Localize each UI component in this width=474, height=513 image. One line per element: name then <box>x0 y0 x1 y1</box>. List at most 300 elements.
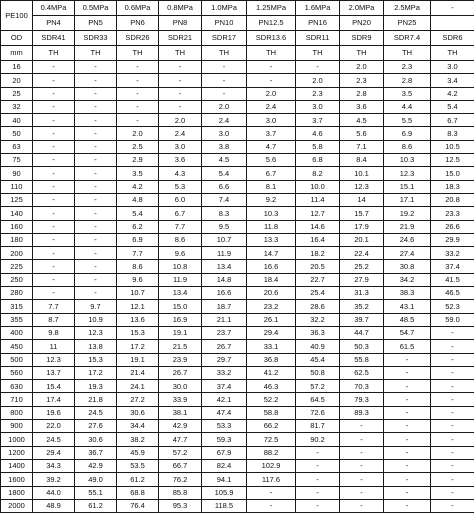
thickness-cell: 39.2 <box>33 473 75 486</box>
pn-header-cell: PN20 <box>340 16 384 31</box>
od-cell: 1200 <box>1 446 33 459</box>
table-row <box>1 499 474 512</box>
thickness-cell: - <box>247 499 296 512</box>
thickness-cell: - <box>384 406 431 419</box>
thickness-cell: 59.0 <box>431 313 474 326</box>
thickness-cell: 17.2 <box>75 366 117 379</box>
thickness-cell: 25.2 <box>340 260 384 273</box>
thickness-cell: 54.7 <box>384 326 431 339</box>
thickness-cell: 24.6 <box>384 233 431 246</box>
od-cell: 710 <box>1 393 33 406</box>
thickness-cell: 68.8 <box>117 486 159 499</box>
thickness-cell: - <box>384 459 431 472</box>
thickness-cell: - <box>33 233 75 246</box>
thickness-cell: - <box>75 74 117 87</box>
od-cell: 1600 <box>1 473 33 486</box>
thickness-cell: 14.8 <box>202 273 247 286</box>
od-cell: 450 <box>1 340 33 353</box>
thickness-cell: 20.1 <box>340 233 384 246</box>
thickness-cell: - <box>431 420 474 433</box>
thickness-cell: - <box>384 380 431 393</box>
thickness-cell: - <box>296 486 340 499</box>
table-row <box>1 247 474 260</box>
table-row <box>1 273 474 286</box>
thickness-cell: - <box>75 100 117 113</box>
thickness-cell: 20.8 <box>431 193 474 206</box>
sdr-header-cell: SDR17 <box>202 31 247 46</box>
thickness-cell: 8.3 <box>431 127 474 140</box>
thickness-cell: 8.6 <box>117 260 159 273</box>
thickness-cell: - <box>384 353 431 366</box>
thickness-cell: 16.6 <box>247 260 296 273</box>
thickness-cell: 10.3 <box>247 207 296 220</box>
thickness-cell: 36.7 <box>75 446 117 459</box>
thickness-cell: - <box>384 499 431 512</box>
thickness-cell: 66.2 <box>247 420 296 433</box>
thickness-cell: 11.8 <box>247 220 296 233</box>
thickness-cell: - <box>117 61 159 74</box>
thickness-cell: 46.5 <box>431 287 474 300</box>
thickness-cell: 53.3 <box>202 420 247 433</box>
thickness-cell: 10.1 <box>340 167 384 180</box>
thickness-cell: 7.7 <box>159 220 202 233</box>
thickness-cell: 34.2 <box>384 273 431 286</box>
thickness-cell: 15.4 <box>33 380 75 393</box>
corner-label-cell: PE100 <box>1 1 33 31</box>
thickness-cell: 15.3 <box>117 326 159 339</box>
thickness-cell: 23.3 <box>431 207 474 220</box>
thickness-cell: 21.4 <box>117 366 159 379</box>
thickness-cell: 14.7 <box>247 247 296 260</box>
thickness-cell: - <box>296 459 340 472</box>
thickness-cell: - <box>75 167 117 180</box>
thickness-cell: 29.7 <box>202 353 247 366</box>
thickness-cell: 30.0 <box>159 380 202 393</box>
header-row-pn <box>1 16 474 31</box>
od-cell: 140 <box>1 207 33 220</box>
thickness-cell: 33.2 <box>431 247 474 260</box>
thickness-cell: - <box>247 74 296 87</box>
thickness-cell: - <box>384 420 431 433</box>
thickness-cell: - <box>33 74 75 87</box>
od-cell: 560 <box>1 366 33 379</box>
od-cell: 500 <box>1 353 33 366</box>
thickness-cell: 46.3 <box>247 380 296 393</box>
th-header-cell: TH <box>340 46 384 61</box>
pn-header-cell: PN8 <box>159 16 202 31</box>
thickness-cell: - <box>202 61 247 74</box>
thickness-cell: 90.2 <box>296 433 340 446</box>
thickness-cell: 7.7 <box>117 247 159 260</box>
table-row <box>1 313 474 326</box>
thickness-cell: 2.9 <box>117 154 159 167</box>
th-header-cell: TH <box>247 46 296 61</box>
table-row <box>1 459 474 472</box>
table-row <box>1 87 474 100</box>
thickness-cell: - <box>296 61 340 74</box>
thickness-cell: - <box>33 154 75 167</box>
table-row <box>1 287 474 300</box>
pn-header-cell: PN16 <box>296 16 340 31</box>
thickness-cell: 12.3 <box>340 180 384 193</box>
thickness-cell: - <box>296 473 340 486</box>
thickness-cell: 6.9 <box>384 127 431 140</box>
od-cell: 900 <box>1 420 33 433</box>
thickness-cell: - <box>159 87 202 100</box>
thickness-cell: 59.3 <box>202 433 247 446</box>
thickness-cell: - <box>431 326 474 339</box>
thickness-cell: - <box>431 393 474 406</box>
thickness-cell: 6.7 <box>431 114 474 127</box>
thickness-cell: 8.1 <box>247 180 296 193</box>
thickness-cell: - <box>33 260 75 273</box>
thickness-cell: 13.4 <box>159 287 202 300</box>
thickness-cell: - <box>117 74 159 87</box>
thickness-cell: 47.7 <box>159 433 202 446</box>
sdr-header-cell: SDR21 <box>159 31 202 46</box>
thickness-cell: - <box>75 273 117 286</box>
thickness-cell: 5.4 <box>431 100 474 113</box>
table-row <box>1 340 474 353</box>
thickness-cell: - <box>431 499 474 512</box>
th-header-cell: TH <box>117 46 159 61</box>
pn-header-cell: PN6 <box>117 16 159 31</box>
od-cell: 1400 <box>1 459 33 472</box>
thickness-cell: 42.9 <box>75 459 117 472</box>
thickness-cell: 76.2 <box>159 473 202 486</box>
thickness-cell: 4.5 <box>340 114 384 127</box>
thickness-cell: 21.8 <box>75 393 117 406</box>
od-cell: 800 <box>1 406 33 419</box>
thickness-cell: 9.2 <box>247 193 296 206</box>
table-row <box>1 420 474 433</box>
table-row <box>1 446 474 459</box>
table-row <box>1 167 474 180</box>
thickness-cell: 61.5 <box>384 340 431 353</box>
thickness-cell: - <box>431 433 474 446</box>
thickness-cell: 81.7 <box>296 420 340 433</box>
th-header-cell: TH <box>384 46 431 61</box>
thickness-cell: - <box>75 180 117 193</box>
thickness-cell: - <box>75 154 117 167</box>
thickness-cell: 8.2 <box>296 167 340 180</box>
thickness-cell: 13.8 <box>75 340 117 353</box>
thickness-cell: - <box>340 473 384 486</box>
thickness-cell: 3.0 <box>431 61 474 74</box>
thickness-cell: 2.3 <box>384 61 431 74</box>
thickness-cell: 9.6 <box>159 247 202 260</box>
thickness-cell: 8.6 <box>159 233 202 246</box>
thickness-cell: 34.3 <box>33 459 75 472</box>
thickness-cell: - <box>159 61 202 74</box>
thickness-cell: 3.8 <box>202 140 247 153</box>
thickness-cell: 12.3 <box>384 167 431 180</box>
thickness-cell: 4.5 <box>202 154 247 167</box>
pn-header-cell: PN5 <box>75 16 117 31</box>
thickness-cell: - <box>75 87 117 100</box>
thickness-cell: 33.2 <box>202 366 247 379</box>
pn-header-cell: PN12.5 <box>247 16 296 31</box>
od-cell: 2000 <box>1 499 33 512</box>
thickness-cell: - <box>340 459 384 472</box>
thickness-cell: 9.6 <box>117 273 159 286</box>
thickness-cell: 57.2 <box>296 380 340 393</box>
table-row <box>1 353 474 366</box>
thickness-cell: 2.0 <box>159 114 202 127</box>
thickness-cell: 3.7 <box>247 127 296 140</box>
thickness-cell: - <box>296 446 340 459</box>
sdr-header-cell: SDR13.6 <box>247 31 296 46</box>
thickness-cell: - <box>384 473 431 486</box>
thickness-cell: 3.6 <box>159 154 202 167</box>
sdr-header-cell: SDR33 <box>75 31 117 46</box>
thickness-cell: - <box>75 233 117 246</box>
thickness-cell: 11.4 <box>296 193 340 206</box>
thickness-cell: 21.9 <box>384 220 431 233</box>
thickness-cell: 52.2 <box>247 393 296 406</box>
thickness-cell: 8.7 <box>33 313 75 326</box>
thickness-cell: - <box>75 247 117 260</box>
thickness-cell: 9.7 <box>75 300 117 313</box>
thickness-cell: 23.7 <box>202 326 247 339</box>
thickness-cell: 4.4 <box>384 100 431 113</box>
thickness-cell: 6.7 <box>159 207 202 220</box>
thickness-cell: - <box>117 114 159 127</box>
thickness-cell: 4.2 <box>117 180 159 193</box>
thickness-cell: 39.7 <box>340 313 384 326</box>
thickness-cell: 52.3 <box>431 300 474 313</box>
thickness-cell: - <box>202 74 247 87</box>
od-cell: 355 <box>1 313 33 326</box>
header-row-th <box>1 46 474 61</box>
thickness-cell: 2.8 <box>384 74 431 87</box>
thickness-cell: 38.1 <box>159 406 202 419</box>
pressure-header-cell: 2.0MPa <box>340 1 384 16</box>
table-row <box>1 180 474 193</box>
thickness-cell: - <box>384 446 431 459</box>
thickness-cell: 7.1 <box>340 140 384 153</box>
thickness-cell: - <box>431 486 474 499</box>
thickness-cell: 2.8 <box>340 87 384 100</box>
thickness-cell: - <box>75 287 117 300</box>
sdr-header-cell: SDR7.4 <box>384 31 431 46</box>
thickness-cell: - <box>159 100 202 113</box>
thickness-cell: 42.9 <box>159 420 202 433</box>
thickness-cell: 6.7 <box>247 167 296 180</box>
thickness-cell: 2.0 <box>202 100 247 113</box>
thickness-cell: 2.3 <box>340 74 384 87</box>
od-cell: 75 <box>1 154 33 167</box>
thickness-cell: 2.0 <box>340 61 384 74</box>
thickness-cell: 72.6 <box>296 406 340 419</box>
thickness-cell: 37.4 <box>431 260 474 273</box>
thickness-cell: - <box>75 260 117 273</box>
thickness-cell: 8.6 <box>384 140 431 153</box>
od-cell: 50 <box>1 127 33 140</box>
thickness-cell: 4.2 <box>431 87 474 100</box>
thickness-cell: 28.6 <box>296 300 340 313</box>
thickness-cell: 48.5 <box>384 313 431 326</box>
od-cell: 16 <box>1 61 33 74</box>
mm-label-cell: mm <box>1 46 33 61</box>
thickness-cell: 36.8 <box>247 353 296 366</box>
thickness-cell: 3.0 <box>296 100 340 113</box>
thickness-cell: 66.7 <box>159 459 202 472</box>
thickness-cell: 10.7 <box>202 233 247 246</box>
pressure-header-cell: 0.6MPa <box>117 1 159 16</box>
thickness-cell: 105.9 <box>202 486 247 499</box>
thickness-cell: 15.1 <box>384 180 431 193</box>
thickness-cell: - <box>33 287 75 300</box>
thickness-cell: 26.6 <box>431 220 474 233</box>
thickness-cell: 64.5 <box>296 393 340 406</box>
thickness-cell: 5.4 <box>202 167 247 180</box>
thickness-cell: 118.5 <box>202 499 247 512</box>
pn-header-cell: PN25 <box>384 16 431 31</box>
thickness-cell: 5.8 <box>296 140 340 153</box>
od-label-cell: OD <box>1 31 33 46</box>
od-cell: 1000 <box>1 433 33 446</box>
thickness-cell: - <box>384 486 431 499</box>
thickness-cell: - <box>296 499 340 512</box>
th-header-cell: TH <box>159 46 202 61</box>
thickness-cell: 30.6 <box>117 406 159 419</box>
thickness-cell: 18.2 <box>296 247 340 260</box>
pressure-header-cell: 1.25MPa <box>247 1 296 16</box>
thickness-cell: 18.4 <box>247 273 296 286</box>
th-header-cell: TH <box>431 46 474 61</box>
thickness-cell: 41.2 <box>247 366 296 379</box>
thickness-cell: 11 <box>33 340 75 353</box>
thickness-cell: 55.1 <box>75 486 117 499</box>
th-header-cell: TH <box>296 46 340 61</box>
table-row <box>1 74 474 87</box>
thickness-cell: - <box>33 180 75 193</box>
thickness-cell: 3.5 <box>117 167 159 180</box>
th-header-cell: TH <box>33 46 75 61</box>
thickness-cell: 50.3 <box>340 340 384 353</box>
thickness-cell: 3.6 <box>340 100 384 113</box>
table-row <box>1 207 474 220</box>
sdr-header-cell: SDR9 <box>340 31 384 46</box>
od-cell: 315 <box>1 300 33 313</box>
thickness-cell: 44.0 <box>33 486 75 499</box>
thickness-cell: 27.4 <box>384 247 431 260</box>
thickness-cell: - <box>75 61 117 74</box>
thickness-cell: 16.9 <box>159 313 202 326</box>
thickness-cell: 12.5 <box>431 154 474 167</box>
thickness-cell: - <box>33 114 75 127</box>
thickness-cell: 38.2 <box>117 433 159 446</box>
thickness-cell: 16.4 <box>296 233 340 246</box>
thickness-cell: 2.4 <box>159 127 202 140</box>
thickness-cell: - <box>33 61 75 74</box>
od-cell: 160 <box>1 220 33 233</box>
sdr-header-cell: SDR11 <box>296 31 340 46</box>
thickness-cell: 38.3 <box>384 287 431 300</box>
pressure-header-cell: 1.6MPa <box>296 1 340 16</box>
thickness-cell: 30.8 <box>384 260 431 273</box>
thickness-cell: 9.8 <box>33 326 75 339</box>
od-cell: 400 <box>1 326 33 339</box>
thickness-cell: 18.7 <box>202 300 247 313</box>
thickness-cell: - <box>75 114 117 127</box>
thickness-cell: 47.4 <box>202 406 247 419</box>
th-header-cell: TH <box>202 46 247 61</box>
pressure-header-cell: 2.5MPa <box>384 1 431 16</box>
od-cell: 25 <box>1 87 33 100</box>
pn-header-cell <box>431 16 474 31</box>
table-row <box>1 127 474 140</box>
thickness-cell: 10.7 <box>117 287 159 300</box>
thickness-cell: 11.9 <box>202 247 247 260</box>
pressure-header-cell: 0.4MPa <box>33 1 75 16</box>
thickness-cell: - <box>33 140 75 153</box>
thickness-cell: 6.2 <box>117 220 159 233</box>
thickness-cell: - <box>75 193 117 206</box>
thickness-cell: 21.5 <box>159 340 202 353</box>
thickness-cell: 5.6 <box>340 127 384 140</box>
thickness-cell: 62.5 <box>340 366 384 379</box>
thickness-cell: 72.5 <box>247 433 296 446</box>
thickness-cell: 2.0 <box>117 127 159 140</box>
thickness-cell: 30.6 <box>75 433 117 446</box>
thickness-cell: 20.6 <box>247 287 296 300</box>
thickness-cell: 32.2 <box>296 313 340 326</box>
thickness-cell: 26.7 <box>159 366 202 379</box>
thickness-cell: 13.4 <box>202 260 247 273</box>
thickness-cell: 34.4 <box>117 420 159 433</box>
thickness-cell: 15.3 <box>75 353 117 366</box>
thickness-cell: 14.6 <box>296 220 340 233</box>
thickness-cell: - <box>247 486 296 499</box>
thickness-cell: 3.5 <box>384 87 431 100</box>
thickness-cell: 117.6 <box>247 473 296 486</box>
thickness-cell: - <box>247 61 296 74</box>
thickness-cell: - <box>384 393 431 406</box>
thickness-cell: 4.7 <box>247 140 296 153</box>
thickness-cell: 29.9 <box>431 233 474 246</box>
thickness-cell: 6.6 <box>202 180 247 193</box>
thickness-cell: 24.5 <box>75 406 117 419</box>
thickness-cell: - <box>33 167 75 180</box>
thickness-cell: 2.4 <box>202 114 247 127</box>
thickness-cell: 13.7 <box>33 366 75 379</box>
thickness-cell: 19.1 <box>159 326 202 339</box>
od-cell: 630 <box>1 380 33 393</box>
thickness-cell: 27.9 <box>340 273 384 286</box>
thickness-cell: 22.0 <box>33 420 75 433</box>
thickness-cell: 13.3 <box>247 233 296 246</box>
thickness-cell: 6.8 <box>296 154 340 167</box>
thickness-cell: - <box>33 207 75 220</box>
thickness-cell: 19.2 <box>384 207 431 220</box>
od-cell: 200 <box>1 247 33 260</box>
thickness-cell: 42.1 <box>202 393 247 406</box>
thickness-cell: 85.8 <box>159 486 202 499</box>
table-row <box>1 154 474 167</box>
thickness-cell: - <box>33 127 75 140</box>
thickness-cell: 37.4 <box>202 380 247 393</box>
thickness-cell: 23.2 <box>247 300 296 313</box>
thickness-cell: 94.1 <box>202 473 247 486</box>
thickness-cell: - <box>75 127 117 140</box>
table-row <box>1 61 474 74</box>
thickness-cell: - <box>33 247 75 260</box>
table-row <box>1 140 474 153</box>
thickness-cell: - <box>431 340 474 353</box>
thickness-cell: 12.3 <box>33 353 75 366</box>
